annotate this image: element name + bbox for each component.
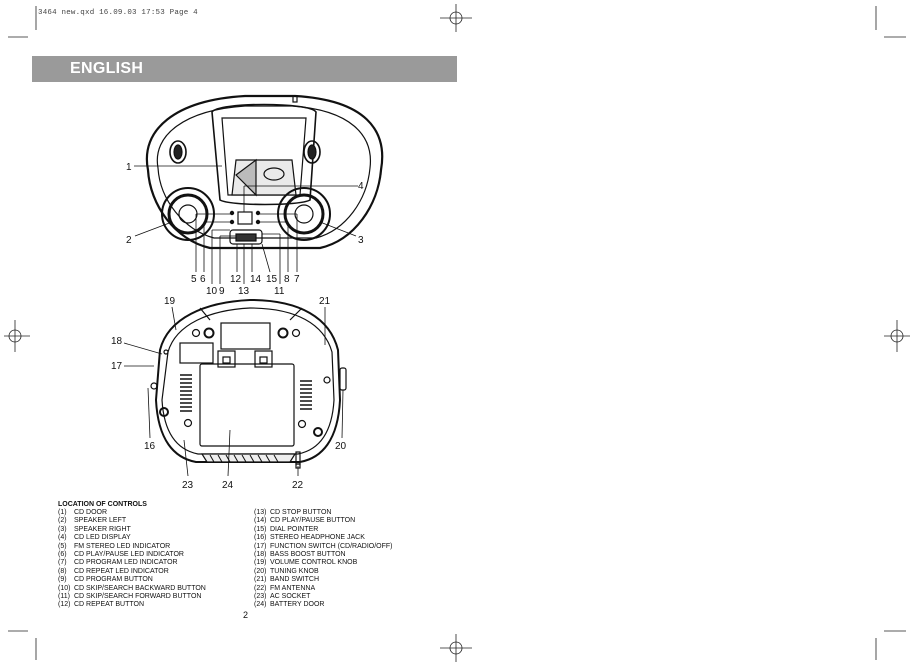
control-number: (16) — [254, 534, 267, 542]
control-label: SPEAKER LEFT — [74, 517, 127, 525]
callout-13: 13 — [238, 286, 250, 297]
control-label: FM ANTENNA — [270, 584, 316, 592]
control-list-item — [58, 543, 206, 551]
control-list-item — [58, 534, 206, 542]
control-number: (22) — [254, 584, 267, 592]
control-label: VOLUME CONTROL KNOB — [270, 559, 358, 567]
callout-2: 2 — [126, 235, 132, 246]
control-list-item — [254, 517, 393, 525]
control-label: CD STOP BUTTON — [270, 509, 332, 516]
control-label: TUNING KNOB — [270, 567, 319, 575]
callout-16: 16 — [144, 441, 156, 452]
control-label: AC SOCKET — [270, 593, 311, 601]
control-number: (7) — [58, 559, 67, 567]
control-list-item — [254, 601, 393, 609]
section-title: ENGLISH — [70, 60, 144, 77]
control-label: FUNCTION SWITCH (CD/RADIO/OFF) — [270, 542, 393, 550]
control-list-item — [58, 568, 206, 576]
control-list-item — [58, 576, 206, 584]
control-label: STEREO HEADPHONE JACK — [270, 534, 365, 542]
control-number: (17) — [254, 542, 267, 550]
callout-23: 23 — [182, 480, 194, 491]
control-list-item — [58, 585, 206, 593]
callout-11: 11 — [274, 286, 285, 297]
callout-20: 20 — [335, 441, 347, 452]
battery-door — [200, 364, 294, 446]
control-number: (13) — [254, 509, 267, 516]
control-label: CD DOOR — [74, 509, 108, 516]
callout-19: 19 — [164, 296, 176, 307]
callout-21: 21 — [319, 296, 331, 307]
control-label: DIAL POINTER — [270, 525, 319, 533]
control-number: (9) — [58, 576, 67, 584]
callout-22: 22 — [292, 480, 304, 491]
control-list-item — [58, 593, 206, 601]
control-number: (6) — [58, 551, 67, 559]
control-number: (3) — [58, 525, 67, 533]
control-list-item — [254, 568, 393, 576]
control-number: (24) — [254, 601, 267, 609]
control-label: CD REPEAT BUTTON — [74, 601, 145, 609]
control-label: CD SKIP/SEARCH BACKWARD BUTTON — [74, 584, 206, 592]
control-list-item — [58, 551, 206, 559]
control-number: (4) — [58, 534, 67, 542]
control-list-item — [254, 551, 393, 559]
control-number: (1) — [58, 509, 67, 516]
callout-18: 18 — [111, 336, 123, 347]
page-number: 2 — [243, 610, 249, 620]
control-list-item — [254, 509, 393, 517]
control-number: (19) — [254, 559, 267, 567]
control-label: CD LED DISPLAY — [74, 534, 131, 542]
callout-14: 14 — [250, 274, 262, 285]
control-list-item — [254, 526, 393, 534]
file-slug: 3464 new.qxd 16.09.03 17:53 Page 4 — [38, 9, 198, 17]
callout-12: 12 — [230, 274, 242, 285]
callout-10: 10 — [206, 286, 218, 297]
control-number: (20) — [254, 567, 267, 575]
callout-8: 8 — [284, 274, 290, 285]
control-number: (12) — [58, 601, 71, 609]
control-list-item — [58, 517, 206, 525]
control-number: (5) — [58, 542, 67, 550]
control-label: FM STEREO LED INDICATOR — [74, 542, 171, 550]
control-label: BATTERY DOOR — [270, 601, 325, 609]
control-list-item — [58, 559, 206, 567]
control-list-item — [254, 543, 393, 551]
control-list-item — [58, 526, 206, 534]
control-list-item — [254, 585, 393, 593]
callout-1: 1 — [126, 162, 132, 173]
control-list-item — [58, 509, 206, 517]
callout-5: 5 — [191, 274, 197, 285]
callout-6: 6 — [200, 274, 206, 285]
control-number: (23) — [254, 593, 267, 601]
control-list-item — [58, 601, 206, 609]
control-label: CD PLAY/PAUSE BUTTON — [270, 517, 356, 525]
control-label: CD SKIP/SEARCH FORWARD BUTTON — [74, 593, 202, 601]
callout-4: 4 — [358, 181, 364, 192]
control-number: (18) — [254, 551, 267, 559]
control-label: CD PROGRAM BUTTON — [74, 576, 153, 584]
callout-15: 15 — [266, 274, 278, 285]
controls-list-right — [254, 509, 393, 610]
control-list-item — [254, 534, 393, 542]
control-label: CD PLAY/PAUSE LED INDICATOR — [74, 551, 184, 559]
controls-list-title: LOCATION OF CONTROLS — [58, 501, 147, 508]
label-panel — [221, 323, 270, 349]
callout-24: 24 — [222, 480, 234, 491]
tuning-knob — [340, 368, 346, 390]
control-label: BASS BOOST BUTTON — [270, 551, 346, 559]
control-label: SPEAKER RIGHT — [74, 525, 131, 533]
base-grille — [202, 454, 295, 462]
control-number: (10) — [58, 584, 71, 592]
controls-list-left — [58, 509, 206, 610]
control-label: CD PROGRAM LED INDICATOR — [74, 559, 178, 567]
control-number: (21) — [254, 576, 267, 584]
control-list-item — [254, 576, 393, 584]
control-number: (2) — [58, 517, 67, 525]
callout-9: 9 — [219, 286, 225, 297]
control-number: (14) — [254, 517, 267, 525]
callout-17: 17 — [111, 361, 123, 372]
control-label: BAND SWITCH — [270, 576, 319, 584]
callout-7: 7 — [294, 274, 300, 285]
control-number: (11) — [58, 593, 70, 601]
control-label: CD REPEAT LED INDICATOR — [74, 567, 169, 575]
callout-3: 3 — [358, 235, 364, 246]
control-number: (15) — [254, 525, 267, 533]
control-list-item — [254, 593, 393, 601]
control-number: (8) — [58, 567, 67, 575]
control-list-item — [254, 559, 393, 567]
